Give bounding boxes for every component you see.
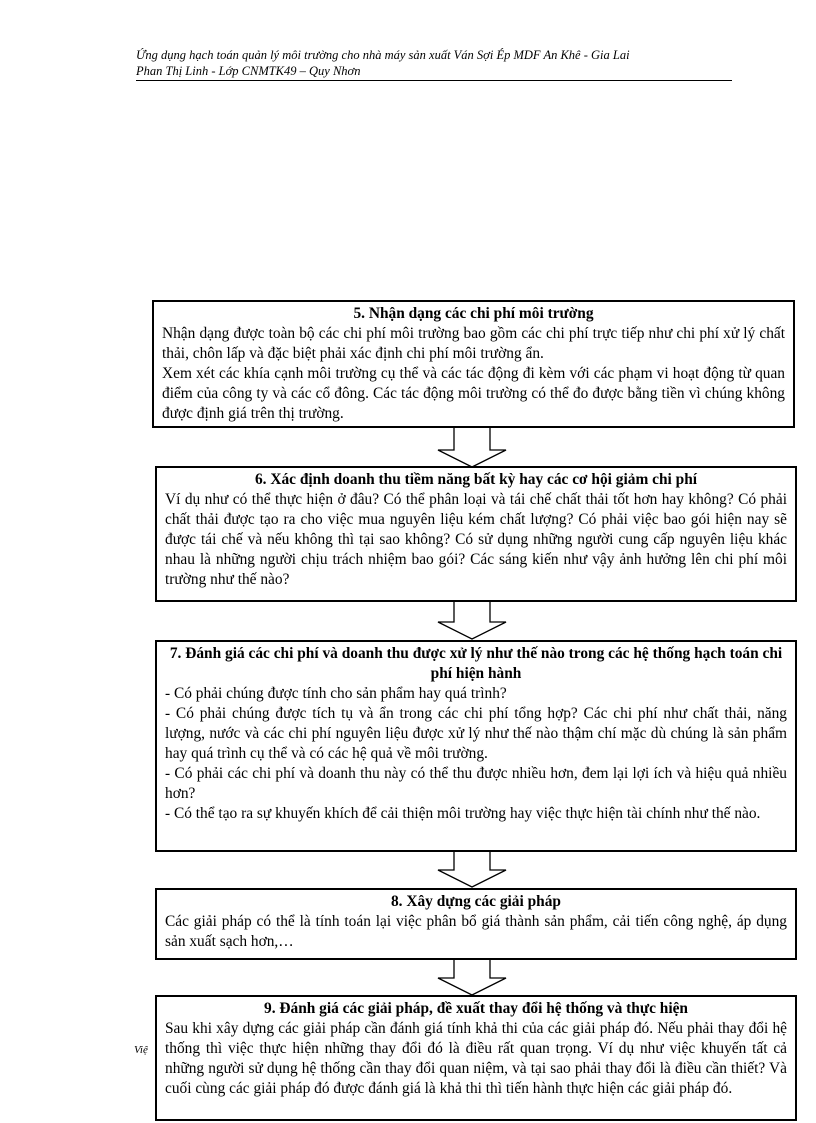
step-7-title: 7. Đánh giá các chi phí và doanh thu được xử lý như thế nào trong các hệ thống hạch toán chi phí hiện hành <box>169 645 783 682</box>
step-5-title: 5. Nhận dạng các chi phí môi trường <box>353 305 594 322</box>
step-6-text-1: Ví dụ như có thể thực hiện ở đâu? Có thể phân loại và tái chế chất thải tốt hơn hay không? Có phải chất thải được tạo ra cho việc mua nguyên liệu kém chất lượng? Có phải việc bao gói hiện nay sẽ được tái chế và nếu không thì tại sao không? Có sử dụng những người cung cấp nguyên liệu khác nhau là những người chịu trách nhiệm bao gói? Các sáng kiến như vậy ảnh hưởng lên chi phí môi trường như thế nào? <box>165 491 787 588</box>
step-7-item-4: - Có thể tạo ra sự khuyến khích để cải thiện môi trường hay việc thực hiện tài chính như thế nào. <box>165 805 761 822</box>
step-9-box <box>155 995 797 1121</box>
step-9-title: 9. Đánh giá các giải pháp, đề xuất thay đổi hệ thống và thực hiện <box>264 1000 688 1017</box>
step-7-item-1: - Có phải chúng được tính cho sản phẩm hay quá trình? <box>165 685 507 702</box>
step-6-box <box>155 466 797 602</box>
page-footer-fragment: Việ <box>134 1044 148 1056</box>
step-9-text-1: Sau khi xây dựng các giải pháp cần đánh giá tính khả thi của các giải pháp đó. Nếu phải thay đổi hệ thống thì việc thực hiện những thay đổi đó là điều rất quan trọng. Ví dụ như việc khuyến tất cả những người sử dụng hệ thống cần thay đổi quan niệm, và tại sao phải thay đổi là điều cần thiết? Và cuối cùng các giải pháp đó được đánh giá là khả thi thì tiến hành thực hiện các giải pháp đó. <box>165 1020 787 1097</box>
step-5-text-1: Nhận dạng được toàn bộ các chi phí môi trường bao gồm các chi phí trực tiếp như chi phí xử lý chất thải, chôn lấp và đặc biệt phải xác định chi phí môi trường ẩn. <box>162 325 785 362</box>
step-8-box <box>155 888 797 960</box>
step-5-text-2: Xem xét các khía cạnh môi trường cụ thể và các tác động đi kèm với các phạm vi hoạt động từ quan điểm của công ty và các cổ đông. Các tác động môi trường có thể đo được bằng tiền vì chúng không được định giá trên thị trường. <box>162 365 785 422</box>
header-document-title: Ứng dụng hạch toán quản lý môi trường cho nhà máy sản xuất Ván Sợi Ép MDF An Khê - Gia Lai <box>136 48 630 62</box>
flow-arrow-down-icon <box>436 960 508 996</box>
step-5-box <box>152 300 795 428</box>
header-author: Phan Thị Linh - Lớp CNMTK49 – Quy Nhơn <box>136 64 361 78</box>
step-7-item-3: - Có phải các chi phí và doanh thu này có thể thu được nhiều hơn, đem lại lợi ích và hiệu quả nhiều hơn? <box>165 765 787 802</box>
step-7-item-2: - Có phải chúng được tích tụ và ẩn trong các chi phí tổng hợp? Các chi phí như chất thải, năng lượng, nước và các chi phí nguyên liệu được xử lý như thế nào thậm chí mặc dù chúng là sản phẩm hay quá trình cụ thể và có các hệ quả về môi trường. <box>165 705 787 762</box>
page-header <box>136 47 732 81</box>
flow-arrow-down-icon <box>436 602 508 640</box>
flow-arrow-down-icon <box>436 852 508 888</box>
step-8-text-1: Các giải pháp có thể là tính toán lại việc phân bổ giá thành sản phẩm, cải tiến công nghệ, áp dụng sản xuất sạch hơn,… <box>165 913 787 950</box>
step-6-title: 6. Xác định doanh thu tiềm năng bất kỳ hay các cơ hội giảm chi phí <box>254 471 698 488</box>
step-8-title: 8. Xây dựng các giải pháp <box>390 893 561 910</box>
flow-arrow-down-icon <box>436 428 508 468</box>
step-7-box <box>155 640 797 852</box>
